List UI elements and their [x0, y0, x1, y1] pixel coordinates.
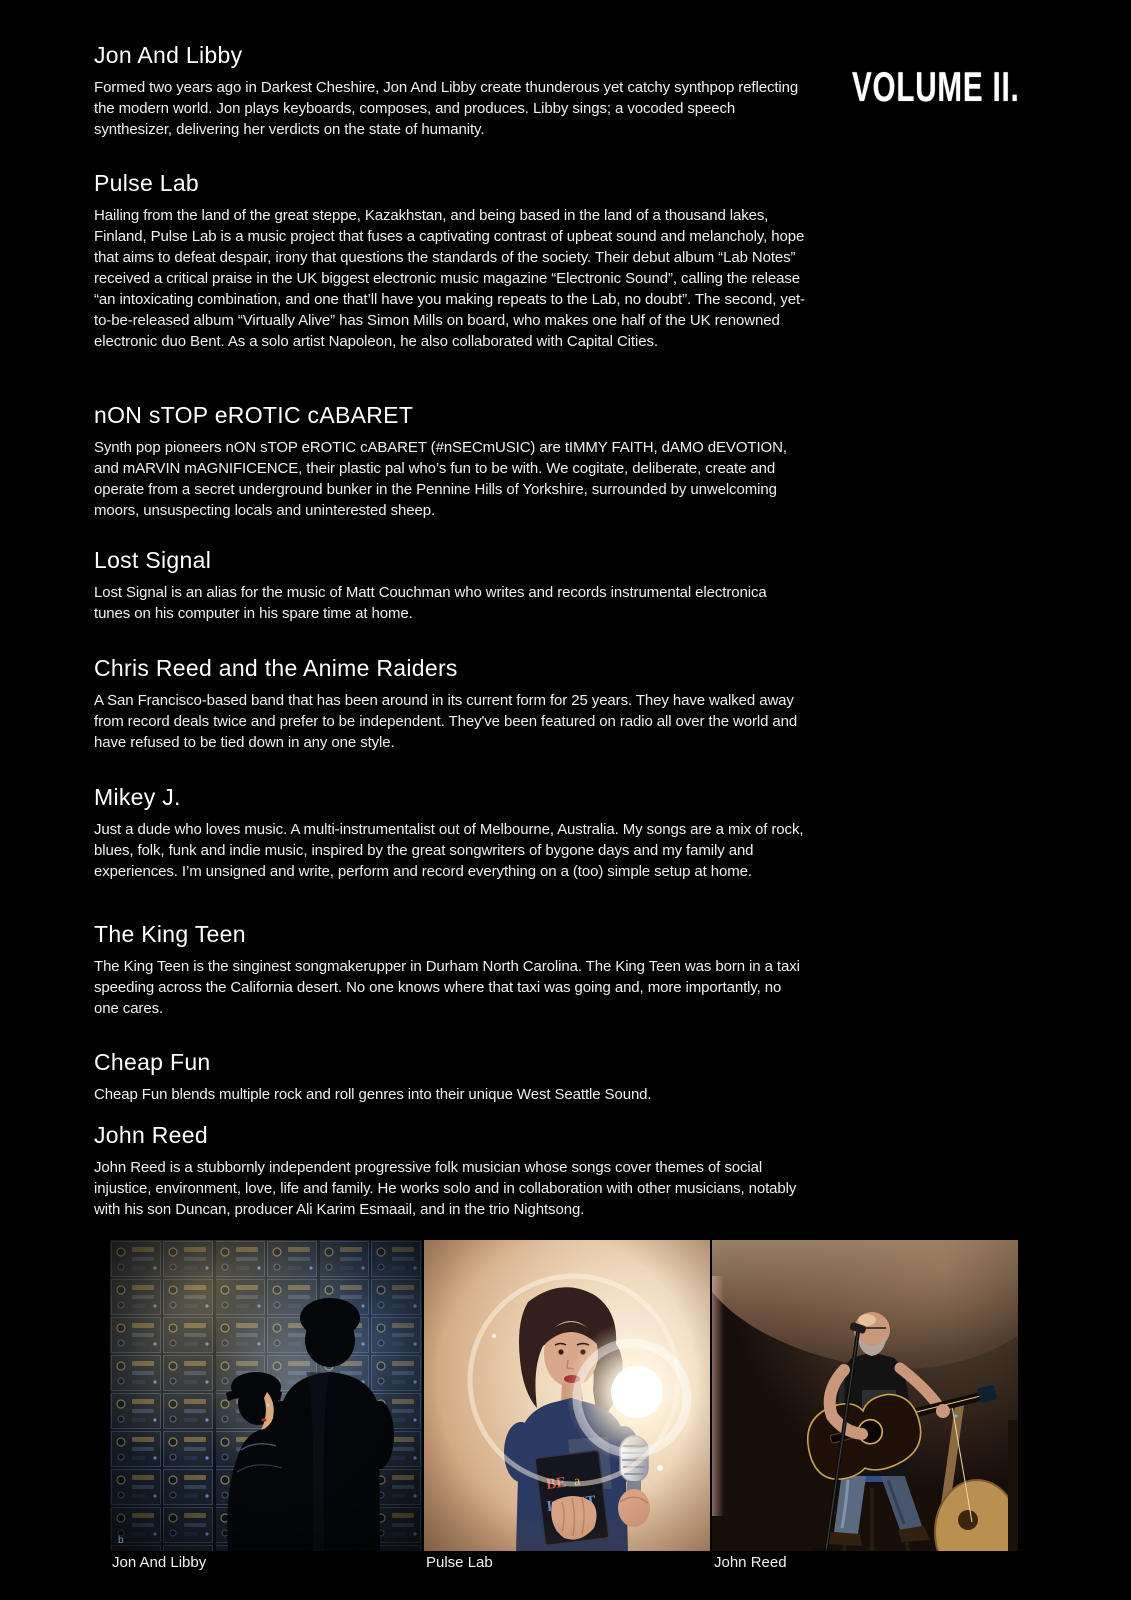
artist-name: Chris Reed and the Anime Raiders	[94, 655, 458, 681]
section-jon-and-libby	[94, 40, 806, 140]
section-chris-reed	[94, 653, 806, 753]
artist-name: nON sTOP eROTIC cABARET	[94, 402, 414, 428]
photo-pulse-lab	[424, 1240, 710, 1571]
artist-name: Cheap Fun	[94, 1049, 211, 1075]
photo-caption: Jon And Libby	[112, 1554, 207, 1571]
artist-name: Lost Signal	[94, 547, 212, 573]
artist-bio: Cheap Fun blends multiple rock and roll genres into their unique West Seattle Sound.	[94, 1086, 652, 1103]
section-john-reed	[94, 1120, 806, 1220]
section-cheap-fun	[94, 1047, 806, 1105]
artist-name: Jon And Libby	[94, 42, 243, 68]
artist-name: Pulse Lab	[94, 170, 199, 196]
photo-jon-and-libby	[110, 1240, 422, 1571]
artist-bio: Formed two years ago in Darkest Cheshire, Jon And Libby create thunderous yet catchy synthpop reflecting the modern world. Jon plays keyboards, composes, and produces. Libby sings; a vocoded speech synthesizer, delivering her verdicts on the state of humanity.	[94, 79, 799, 138]
artist-bio: Hailing from the land of the great steppe, Kazakhstan, and being based in the land of a thousand lakes, Finland, Pulse Lab is a music project that fuses a captivating contrast of upbeat sound and melancholy, hope that aims to defeat despair, irony that questions the standards of the society. Their debut album “Lab Notes” received a critical praise in the UK biggest electronic music magazine “Electronic Sound”, calling the release “an intoxicating combination, and one that’ll have you making repeats to the Lab, no doubt”. The second, yet-to-be-released album “Virtually Alive” has Simon Mills on board, who makes one half of the UK renowned electronic duo Bent. As a solo artist Napoleon, he also collaborated with Capital Cities.	[94, 207, 805, 350]
photo-john-reed	[712, 1240, 1018, 1571]
artist-name: Mikey J.	[94, 784, 181, 810]
pulse-lab-photo-illustration	[424, 1240, 710, 1551]
volume-label: VOLUME II.	[852, 64, 1020, 110]
jon-and-libby-photo-illustration	[110, 1240, 422, 1551]
artist-name: The King Teen	[94, 921, 246, 947]
svg-text:b: b	[118, 1535, 124, 1546]
photo-caption: John Reed	[714, 1554, 787, 1571]
section-non-stop-erotic-cabaret	[94, 400, 806, 521]
section-the-king-teen	[94, 919, 806, 1019]
section-mikey-j	[94, 782, 806, 882]
artist-bio: The King Teen is the singinest songmakerupper in Durham North Carolina. The King Teen was born in a taxi speeding across the California desert. No one knows where that taxi was going and, more importantly, no one cares.	[94, 958, 800, 1017]
photo-strip	[110, 1240, 1018, 1571]
artist-bio: Synth pop pioneers nON sTOP eROTIC cABARET (#nSECmUSIC) are tIMMY FAITH, dAMO dEVOTION, and mARVIN mAGNIFICENCE, their plastic pal who’s fun to be with. We cogitate, deliberate, create and operate from a secret underground bunker in the Pennine Hills of Yorkshire, surrounded by unwelcoming moors, unsuspecting locals and uninterested sheep.	[94, 439, 787, 519]
artist-bio: Just a dude who loves music. A multi-instrumentalist out of Melbourne, Australia. My songs are a mix of rock, blues, folk, funk and indie music, inspired by the great songwriters of bygone days and my family and experiences. I’m unsigned and write, perform and record everything on a (too) simple setup at home.	[94, 821, 804, 880]
john-reed-photo-illustration	[712, 1240, 1018, 1551]
section-pulse-lab	[94, 168, 806, 352]
photo-caption: Pulse Lab	[426, 1554, 493, 1571]
section-lost-signal	[94, 545, 806, 624]
artist-bio: Lost Signal is an alias for the music of Matt Couchman who writes and records instrumental electronica tunes on his computer in his spare time at home.	[94, 584, 767, 622]
artist-bio: John Reed is a stubbornly independent progressive folk musician whose songs cover themes of social injustice, environment, love, life and family. He works solo and in collaboration with other musicians, notably with his son Duncan, producer Ali Karim Esmaail, and in the trio Nightsong.	[94, 1159, 797, 1218]
artist-bio: A San Francisco-based band that has been around in its current form for 25 years. They have walked away from record deals twice and prefer to be independent. They've been featured on radio all over the world and have refused to be tied down in any one style.	[94, 692, 798, 751]
artist-name: John Reed	[94, 1122, 208, 1148]
